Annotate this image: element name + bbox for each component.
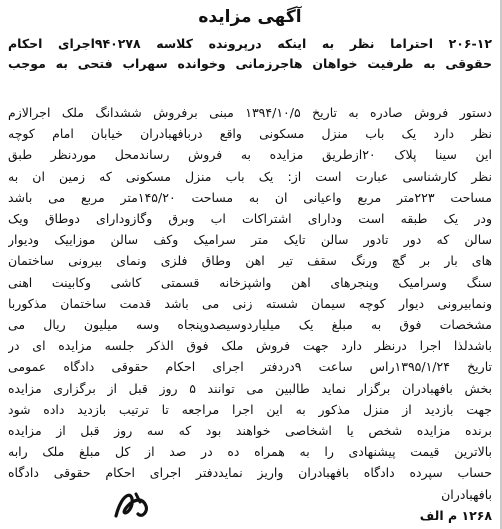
body-line: نظر کارشناسی عبارت است از: یک باب منزل مسکونی که زمین ان به xyxy=(8,168,492,184)
body-line: ودر یک طبقه است ودارای اشتراکات اب وبرق وگازودارای دوطاق ویک xyxy=(8,211,492,227)
header-line: ۲۰۶-۱۲ احتراما نظر به اینکه درپرونده کلاسه ۹۴۰۲۷۸اجرای احکام xyxy=(8,36,492,51)
body-line: مشخصات فوق به مبلغ یک میلیاردوسیصدوپنجاه وسه میلیون ریال می xyxy=(8,317,492,333)
body-line: حساب سپرده دادگاه بافهبادران واریز نمایددفتر اجرای احکام حقوقی دادگاه xyxy=(8,465,492,481)
header-line: حقوقی به طرفیت خواهان هاجرزمانی وخوانده سهراب فتحی به موجب xyxy=(8,56,492,71)
body-line: بخش بافهبادران برگزار نماید طالبین می توانند ۵ روز قبل از برگزاری مزایده xyxy=(8,380,492,396)
notice-title: آگهی مزایده xyxy=(198,7,302,27)
body-line: سالن که دور تادور سالن تایک متر سرامیک وکف سالن موزاییک ودیوار xyxy=(8,232,492,248)
body-line: ونمابیرونی دیوار کوچه سیمان شسته زنی می باشد قدمت ساختمان مذکوربا xyxy=(8,295,492,311)
body-line: های بار بر گچ ورنگ سقف تیر اهن وطاق فلزی ونمای بیرونی ساختمان xyxy=(8,253,492,269)
body-line: بالاترین قیمت پیشنهادی را به همراه ده در صد از کل مبلغ ملک رابه xyxy=(8,444,492,460)
body-line: سنگ وسرامیک وپنجرهای اهن واشپزخانه قسمتی کاشی وکابینت اهنی xyxy=(8,274,492,290)
body-line: بافهبادران xyxy=(441,486,492,502)
body-line: باشدلذا اجرا درنظر دارد جهت فروش ملک فوق الذکر جلسه مزایده ای در xyxy=(8,338,492,354)
signature-scribble xyxy=(112,486,152,522)
reference-number: ۱۲۶۸ م الف xyxy=(419,507,492,523)
body-line: دستور فروش صادره به تاریخ ۱۳۹۴/۱۰/۵ مبنی برفروش ششدانگ ملک اجرالازم xyxy=(8,105,492,120)
paragraph-gap xyxy=(8,74,492,102)
body-line: تاریخ ۱۳۹۵/۱/۲۴راس ساعت ۹دردفتر اجرای احکام حقوقی دادگاه عمومی xyxy=(8,359,492,375)
body-line: مساحت ۲۲۳متر مربع واعیانی ان به مساحت ۱۴۵/۲۰متر مربع می باشد xyxy=(8,189,492,205)
body-line: جهت بازدید از منزل مذکور به این اجرا مراجعه تا ترتیب بازدید داده شود xyxy=(8,401,492,417)
body-line: این سینا پلاک ۲۰ازطریق مزایده به فروش رساندمحل موردنظر طبق xyxy=(8,147,492,163)
body-line: برنده مزایده شخص یا اشخاصی خواهند بود که سه روز قبل از مزایده xyxy=(8,423,492,439)
body-line: نظر دارد یک باب منزل مسکونی واقع دربافهبادران خیابان امام کوچه xyxy=(8,126,492,142)
